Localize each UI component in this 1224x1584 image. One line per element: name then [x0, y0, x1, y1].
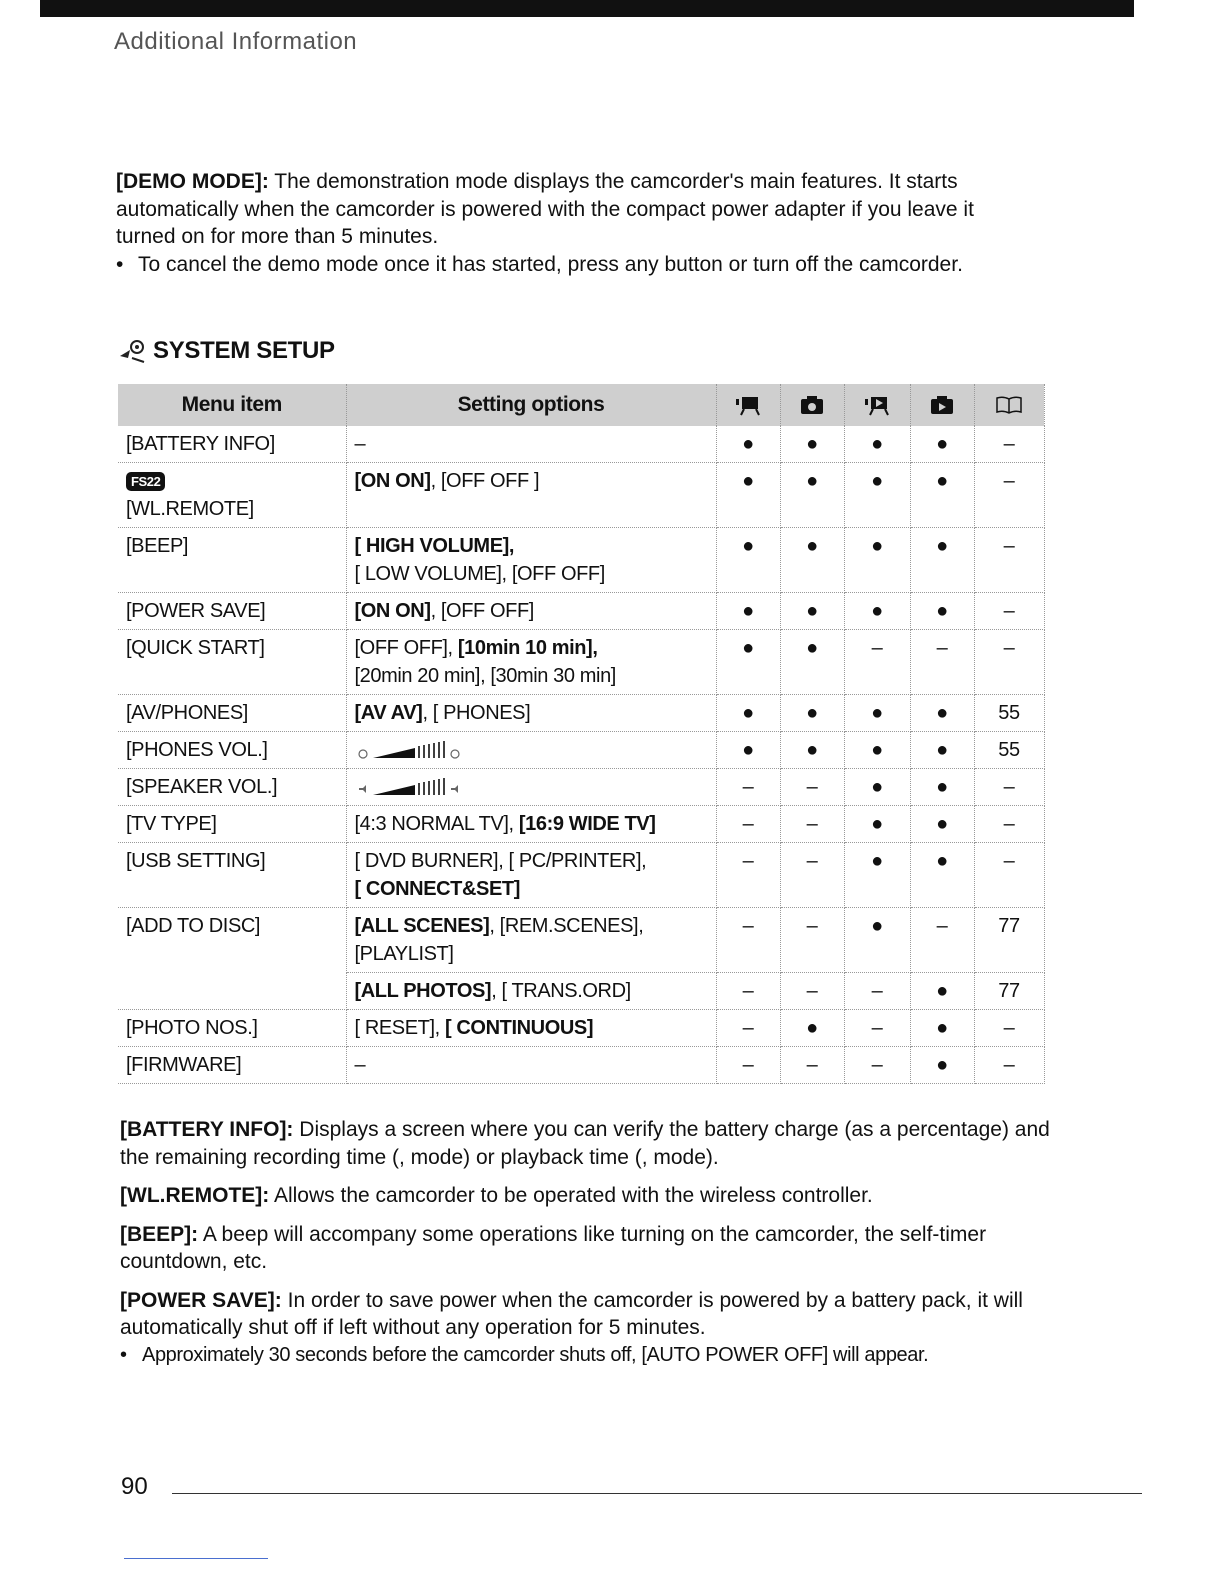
system-setup-icon: [118, 338, 148, 364]
mode-cell: ●: [716, 426, 780, 463]
mode-cell: –: [780, 1047, 844, 1084]
mode-cell: ●: [716, 463, 780, 528]
menu-item-cell: [SPEAKER VOL.]: [118, 769, 346, 806]
header-video-play-icon: [844, 384, 910, 426]
mode-cell: ●: [780, 695, 844, 732]
demo-mode-section: [116, 168, 1036, 278]
demo-paragraph: [116, 168, 1036, 251]
mode-cell: –: [780, 806, 844, 843]
options-cell: [346, 806, 716, 843]
option-bold: [ON ON]: [354, 470, 431, 492]
mode-cell: ●: [844, 806, 910, 843]
demo-label: [DEMO MODE]:: [116, 170, 269, 193]
top-bar: [40, 0, 1134, 17]
power-save-bullet-text: Approximately 30 seconds before the camcorder shuts off, [AUTO POWER OFF] will appear.: [142, 1343, 929, 1366]
mode-cell: –: [844, 1047, 910, 1084]
description-label: [POWER SAVE]:: [120, 1288, 282, 1312]
mode-cell: –: [780, 973, 844, 1010]
description-label: [BEEP]:: [120, 1222, 199, 1246]
page-ref-cell: –: [974, 528, 1044, 593]
mode-cell: ●: [910, 463, 974, 528]
mode-cell: ●: [844, 528, 910, 593]
description-label: [BATTERY INFO]:: [120, 1118, 294, 1141]
page-number: 90: [121, 1473, 148, 1500]
mode-cell: ●: [910, 695, 974, 732]
table-row: [118, 908, 1044, 973]
demo-text: The demonstration mode displays the camcorder's main features. It starts automatically when the camcorder is powered with the compact power adapter if you leave it turned on for more than 5 minutes.: [116, 170, 974, 248]
option-text: , [REM.SCENES],: [489, 915, 644, 937]
options-cell: [346, 463, 716, 528]
mode-cell: ●: [780, 630, 844, 695]
mode-cell: ●: [716, 528, 780, 593]
mode-cell: ●: [910, 426, 974, 463]
menu-item-cell: [PHOTO NOS.]: [118, 1010, 346, 1047]
mode-cell: ●: [716, 630, 780, 695]
mode-cell: ●: [780, 1010, 844, 1047]
mode-cell: –: [716, 1047, 780, 1084]
mode-cell: ●: [844, 695, 910, 732]
option-text: [ DVD BURNER], [ PC/PRINTER],: [354, 850, 647, 872]
model-badge: FS22: [126, 472, 165, 491]
mode-cell: ●: [716, 732, 780, 769]
options-cell: [346, 908, 716, 973]
option-text: [PLAYLIST]: [354, 943, 454, 965]
mode-cell: ●: [844, 843, 910, 908]
mode-cell: ●: [844, 593, 910, 630]
mode-cell: –: [716, 843, 780, 908]
menu-item-cell: [TV TYPE]: [118, 806, 346, 843]
menu-item-cell: [QUICK START]: [118, 630, 346, 695]
option-bold: [ALL SCENES]: [354, 915, 490, 937]
mode-cell: ●: [716, 593, 780, 630]
option-text: [OFF OFF],: [354, 637, 458, 659]
mode-cell: ●: [780, 426, 844, 463]
table-row: [118, 769, 1044, 806]
page-ref-cell: 55: [974, 732, 1044, 769]
option-text: , [OFF OFF ]: [430, 470, 540, 492]
table-row: [118, 806, 1044, 843]
mode-cell: ●: [844, 426, 910, 463]
menu-item-cell: [FIRMWARE]: [118, 1047, 346, 1084]
option-text: , [ TRANS.ORD]: [491, 980, 631, 1002]
description-paragraph: [120, 1287, 1050, 1342]
description-text: Allows the camcorder to be operated with the wireless controller.: [269, 1184, 873, 1207]
mode-cell: ●: [910, 806, 974, 843]
header-menu-item: Menu item: [118, 384, 346, 426]
options-cell: –: [346, 426, 716, 463]
description-label: [WL.REMOTE]:: [120, 1184, 270, 1207]
table-row: [118, 426, 1044, 463]
power-save-bullet: [120, 1342, 1050, 1370]
options-cell: [346, 695, 716, 732]
options-cell: [346, 843, 716, 908]
menu-item-cell: [PHONES VOL.]: [118, 732, 346, 769]
mode-cell: –: [780, 908, 844, 973]
header-book-icon: [974, 384, 1044, 426]
mode-cell: ●: [780, 463, 844, 528]
description-text: Displays a screen where you can verify the battery charge (as a percentage) and the remaining recording time (, mode) or playback time (, mode).: [120, 1118, 1050, 1169]
mode-cell: –: [780, 843, 844, 908]
header-photo-play-icon: [910, 384, 974, 426]
volume-scale-icon: [355, 775, 475, 801]
page-ref-cell: –: [974, 843, 1044, 908]
table-row: [118, 1047, 1044, 1084]
mode-cell: ●: [910, 769, 974, 806]
descriptions-section: [120, 1116, 1050, 1369]
menu-item-cell: [ADD TO DISC]: [118, 908, 346, 1010]
mode-cell: ●: [910, 1010, 974, 1047]
option-text: [4:3 NORMAL TV],: [354, 813, 519, 835]
menu-item-cell: [BATTERY INFO]: [118, 426, 346, 463]
mode-cell: –: [844, 973, 910, 1010]
settings-table: [118, 384, 1045, 1084]
page-ref-cell: –: [974, 593, 1044, 630]
page-ref-cell: –: [974, 630, 1044, 695]
page-ref-cell: –: [974, 769, 1044, 806]
volume-scale-icon: [355, 738, 475, 764]
page-ref-cell: –: [974, 1047, 1044, 1084]
table-row: [118, 528, 1044, 593]
mode-cell: –: [716, 973, 780, 1010]
mode-cell: ●: [910, 973, 974, 1010]
options-cell: [346, 769, 716, 806]
options-cell: [346, 528, 716, 593]
system-setup-heading: [118, 337, 335, 365]
mode-cell: ●: [780, 593, 844, 630]
table-row: [118, 1010, 1044, 1047]
option-bold: [ALL PHOTOS]: [354, 980, 492, 1002]
option-bold: [AV AV]: [354, 702, 423, 724]
header-setting-options: Setting options: [346, 384, 716, 426]
mode-cell: ●: [910, 593, 974, 630]
options-cell: [346, 732, 716, 769]
option-bold: [16:9 WIDE TV]: [518, 813, 656, 835]
mode-cell: ●: [844, 769, 910, 806]
description-text: In order to save power when the camcorder is powered by a battery pack, it will automatically shut off if left without any operation for 5 minutes.: [120, 1288, 1023, 1339]
options-cell: [346, 630, 716, 695]
mode-cell: ●: [910, 732, 974, 769]
mode-cell: ●: [910, 528, 974, 593]
mode-cell: –: [910, 908, 974, 973]
menu-item-cell: [AV/PHONES]: [118, 695, 346, 732]
table-row: [118, 630, 1044, 695]
table-row: [118, 695, 1044, 732]
mode-cell: ●: [844, 908, 910, 973]
option-bold: [ON ON]: [354, 600, 431, 622]
menu-item-cell: [118, 463, 346, 528]
mode-cell: ●: [910, 1047, 974, 1084]
description-text: A beep will accompany some operations like turning on the camcorder, the self-timer countdown, etc.: [120, 1222, 987, 1273]
description-paragraph: [120, 1182, 1050, 1210]
mode-cell: –: [844, 630, 910, 695]
table-row: [118, 843, 1044, 908]
mode-cell: ●: [844, 463, 910, 528]
mode-cell: –: [910, 630, 974, 695]
mode-cell: ●: [910, 843, 974, 908]
section-title: Additional Information: [114, 28, 358, 55]
header-photo-record-icon: [780, 384, 844, 426]
mode-cell: –: [780, 769, 844, 806]
bullet-dot: •: [120, 1343, 127, 1366]
menu-item-cell: [POWER SAVE]: [118, 593, 346, 630]
option-bold: [ CONTINUOUS]: [444, 1017, 594, 1039]
options-cell: [346, 973, 716, 1010]
page-ref-cell: 55: [974, 695, 1044, 732]
table-row: [118, 463, 1044, 528]
page-ref-cell: –: [974, 1010, 1044, 1047]
option-bold: [10min 10 min],: [457, 637, 598, 659]
option-text: , [OFF OFF]: [430, 600, 534, 622]
page-ref-cell: –: [974, 426, 1044, 463]
option-bold: [ HIGH VOLUME],: [354, 535, 515, 557]
options-cell: [346, 1010, 716, 1047]
options-cell: [346, 593, 716, 630]
blue-rule: [124, 1558, 268, 1559]
header-video-record-icon: [716, 384, 780, 426]
mode-cell: –: [716, 769, 780, 806]
page-ref-cell: –: [974, 806, 1044, 843]
mode-cell: –: [716, 806, 780, 843]
page-ref-cell: –: [974, 463, 1044, 528]
option-text: , [ PHONES]: [422, 702, 531, 724]
mode-cell: ●: [780, 528, 844, 593]
demo-bullet-text: To cancel the demo mode once it has started, press any button or turn off the camcorder.: [138, 252, 963, 276]
description-paragraph: [120, 1221, 1050, 1276]
mode-cell: ●: [716, 695, 780, 732]
option-bold: [ CONNECT&SET]: [354, 878, 521, 900]
demo-bullet: [116, 251, 1036, 279]
mode-cell: –: [716, 1010, 780, 1047]
menu-item-cell: [USB SETTING]: [118, 843, 346, 908]
mode-cell: ●: [844, 732, 910, 769]
mode-cell: –: [716, 908, 780, 973]
table-row: [118, 732, 1044, 769]
options-cell: –: [346, 1047, 716, 1084]
table-row: [118, 593, 1044, 630]
table-header-row: [118, 384, 1044, 426]
bullet-dot: •: [116, 252, 124, 276]
page-ref-cell: 77: [974, 908, 1044, 973]
system-setup-title: SYSTEM SETUP: [153, 337, 335, 364]
footer-rule: [172, 1493, 1142, 1494]
menu-item-label: [WL.REMOTE]: [126, 498, 254, 520]
option-text: [20min 20 min], [30min 30 min]: [354, 665, 616, 687]
mode-cell: –: [844, 1010, 910, 1047]
option-text: [ LOW VOLUME], [OFF OFF]: [354, 563, 605, 585]
description-paragraph: [120, 1116, 1050, 1171]
page-ref-cell: 77: [974, 973, 1044, 1010]
mode-cell: ●: [780, 732, 844, 769]
option-text: [ RESET],: [354, 1017, 445, 1039]
menu-item-cell: [BEEP]: [118, 528, 346, 593]
